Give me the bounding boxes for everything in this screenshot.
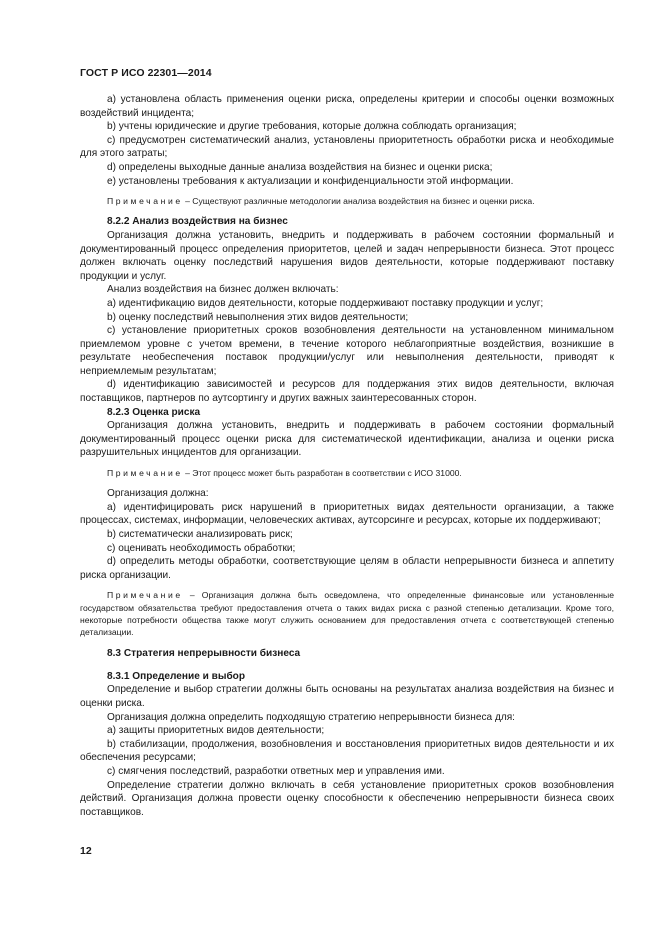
note-text: – Этот процесс может быть разработан в соответствии с ИСО 31000. (182, 468, 462, 479)
list-item: a) идентифицировать риск нарушений в приоритетных видах деятельности организации, а также процессах, системах, информации, человеческих активах, аутсорсинге и ресурсах, которые их поддерживают; (80, 501, 614, 527)
list-item: d) идентификацию зависимостей и ресурсов для поддержания этих видов деятельности, включая поставщиков, партнеров по аутсортингу и других важных заинтересованных сторон. (80, 379, 614, 405)
list-item: a) идентификацию видов деятельности, которые поддерживают поставку продукции и услуг; (107, 297, 544, 309)
list-item: b) систематически анализировать риск; (107, 529, 293, 541)
note (80, 467, 614, 479)
list-item: b) учтены юридические и другие требования, которые должна соблюдать организация; (107, 121, 517, 133)
list-item: a) защиты приоритетных видов деятельности; (107, 725, 325, 737)
paragraph: Организация должна: (107, 488, 209, 500)
list-item: b) оценку последствий невыполнения этих видов деятельности; (107, 311, 409, 323)
note-label: Примечание (107, 590, 183, 601)
note-text: – Организация должна быть осведомлена, что определенные финансовые или установленные государством обязательства требуют предоставления отчета о таких видах риска с разной степенью детализации. Кроме того, некоторые потребности общества также могут служить основанием для предоставления отчета с соответствующей степенью детализации. (80, 590, 614, 638)
note (80, 589, 614, 638)
list-item: a) установлена область применения оценки риска, определены критерии и способы оценки возможных воздействий инцидента; (80, 94, 614, 119)
paragraph: Определение и выбор стратегии должны быть основаны на результатах анализа воздействия на бизнес и оценки риска. (80, 684, 614, 709)
list-item: b) стабилизации, продолжения, возобновления и восстановления приоритетных видов деятельности и их обеспечения ресурсами; (80, 738, 614, 764)
page-content (80, 93, 614, 819)
section-heading: 8.3.1 Определение и выбор (107, 670, 246, 682)
paragraph: Организация должна установить, внедрить и поддерживать в рабочем состоянии формальный и документированный процесс определения приоритетов, целей и задач непрерывности бизнеса. Этот процесс должен включать оценку последствий нарушения видов деятельности, которые поддерживают поставку продукции и услуг. (80, 229, 614, 282)
list-item: e) установлены требования к актуализации и конфиденциальности этой информации. (107, 175, 514, 187)
note-label: Примечание (107, 196, 183, 207)
section-heading: 8.3 Стратегия непрерывности бизнеса (107, 648, 301, 660)
paragraph: Организация должна определить подходящую стратегию непрерывности бизнеса для: (107, 711, 515, 723)
section-heading: 8.2.2 Анализ воздействия на бизнес (107, 216, 288, 228)
note (80, 195, 614, 207)
document-header: ГОСТ Р ИСО 22301—2014 (80, 67, 212, 79)
section-heading: 8.2.3 Оценка риска (107, 406, 201, 418)
list-item: d) определены выходные данные анализа воздействия на бизнес и оценки риска; (107, 161, 493, 173)
list-item: c) предусмотрен систематический анализ, установлены приоритетность обработки риска и необходимые для этого затраты; (80, 134, 614, 160)
note-label: Примечание (107, 468, 183, 479)
list-item: c) смягчения последствий, разработки ответных мер и управления ими. (107, 765, 445, 777)
paragraph: Организация должна установить, внедрить и поддерживать в рабочем состоянии формальный документированный процесс оценки риска для систематической идентификации, анализа и оценки риска разрушительных инцидентов для организации. (80, 420, 614, 459)
list-item: d) определить методы обработки, соответствующие целям в области непрерывности бизнеса и аппетиту риска организации. (80, 556, 614, 581)
paragraph: Определение стратегии должно включать в себя установление приоритетных сроков возобновления действий. Организация должна провести оценку способности к обеспечению непрерывности бизнеса своих поставщиков. (80, 779, 614, 818)
page-number: 12 (80, 845, 92, 857)
list-item: c) установление приоритетных сроков возобновления деятельности на установленном минимальном приемлемом уровне с учетом времени, в течение которого неблагоприятные воздействия, возникшие в результате необеспечения поставок продукции/услуг или невыполнения деятельности, приводят к неприемлемым результатам; (80, 325, 614, 377)
list-item: c) оценивать необходимость обработки; (107, 542, 296, 554)
note-text: – Существуют различные методологии анализа воздействия на бизнес и оценки риска. (182, 196, 535, 207)
paragraph: Анализ воздействия на бизнес должен включать: (107, 284, 339, 296)
